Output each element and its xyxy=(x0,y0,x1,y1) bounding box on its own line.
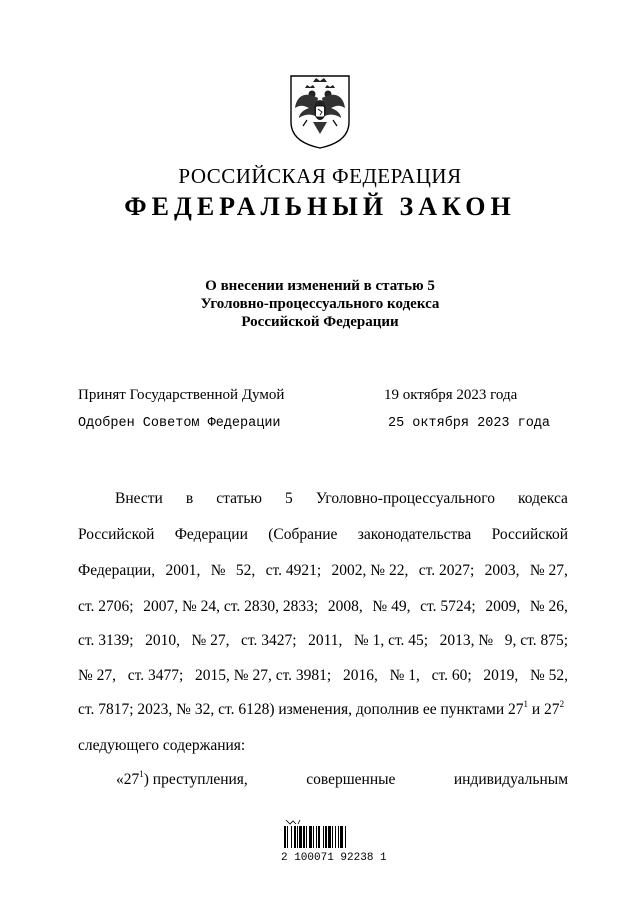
country-heading: РОССИЙСКАЯ ФЕДЕРАЦИЯ xyxy=(178,164,462,188)
body-line-3: Федерации, 2001, № 52, ст. 4921; 2002, № 22, ст. 2027; 2003, № 27, xyxy=(78,562,568,579)
barcode-number: 2 100071 92238 1 xyxy=(281,852,387,864)
body-line-8: следующего содержания: xyxy=(78,737,246,754)
subject-line-2: Уголовно-процессуального кодекса xyxy=(200,296,440,312)
subject-line-3: Российской Федерации xyxy=(241,314,399,330)
body-line-9: «$27^1$) преступления, совершенные индивидуальным xyxy=(116,769,568,788)
duma-adoption-label: Принят Государственной Думой xyxy=(78,387,285,403)
coat-of-arms-emblem xyxy=(285,72,355,150)
council-approval-date: 25 октября 2023 года xyxy=(388,416,551,431)
document-type-title: ФЕДЕРАЛЬНЫЙ ЗАКОН xyxy=(124,192,516,221)
subject-line-1: О внесении изменений в статью 5 xyxy=(205,278,435,294)
document-barcode xyxy=(282,818,370,848)
body-line-2: Российской Федерации (Собрание законодательства Российской xyxy=(78,526,568,543)
body-line-5: ст. 3139; 2010, № 27, ст. 3427; 2011, № 1, ст. 45; 2013, № 9, ст. 875; xyxy=(78,632,568,649)
body-line-1: Внести в статью 5 Уголовно-процессуального кодекса xyxy=(115,490,568,507)
council-approval-label: Одобрен Советом Федерации xyxy=(78,416,281,431)
duma-adoption-date: 19 октября 2023 года xyxy=(384,387,518,403)
body-line-4: ст. 2706; 2007, № 24, ст. 2830, 2833; 2008, № 49, ст. 5724; 2009, № 26, xyxy=(78,598,568,615)
body-line-7: ст. 7817; 2023, № 32, ст. 6128) изменения, дополнив ее пунктами $27^1$ и $27^2$ xyxy=(78,699,565,718)
body-line-6: № 27, ст. 3477; 2015, № 27, ст. 3981; 2016, № 1, ст. 60; 2019, № 52, xyxy=(78,667,568,684)
